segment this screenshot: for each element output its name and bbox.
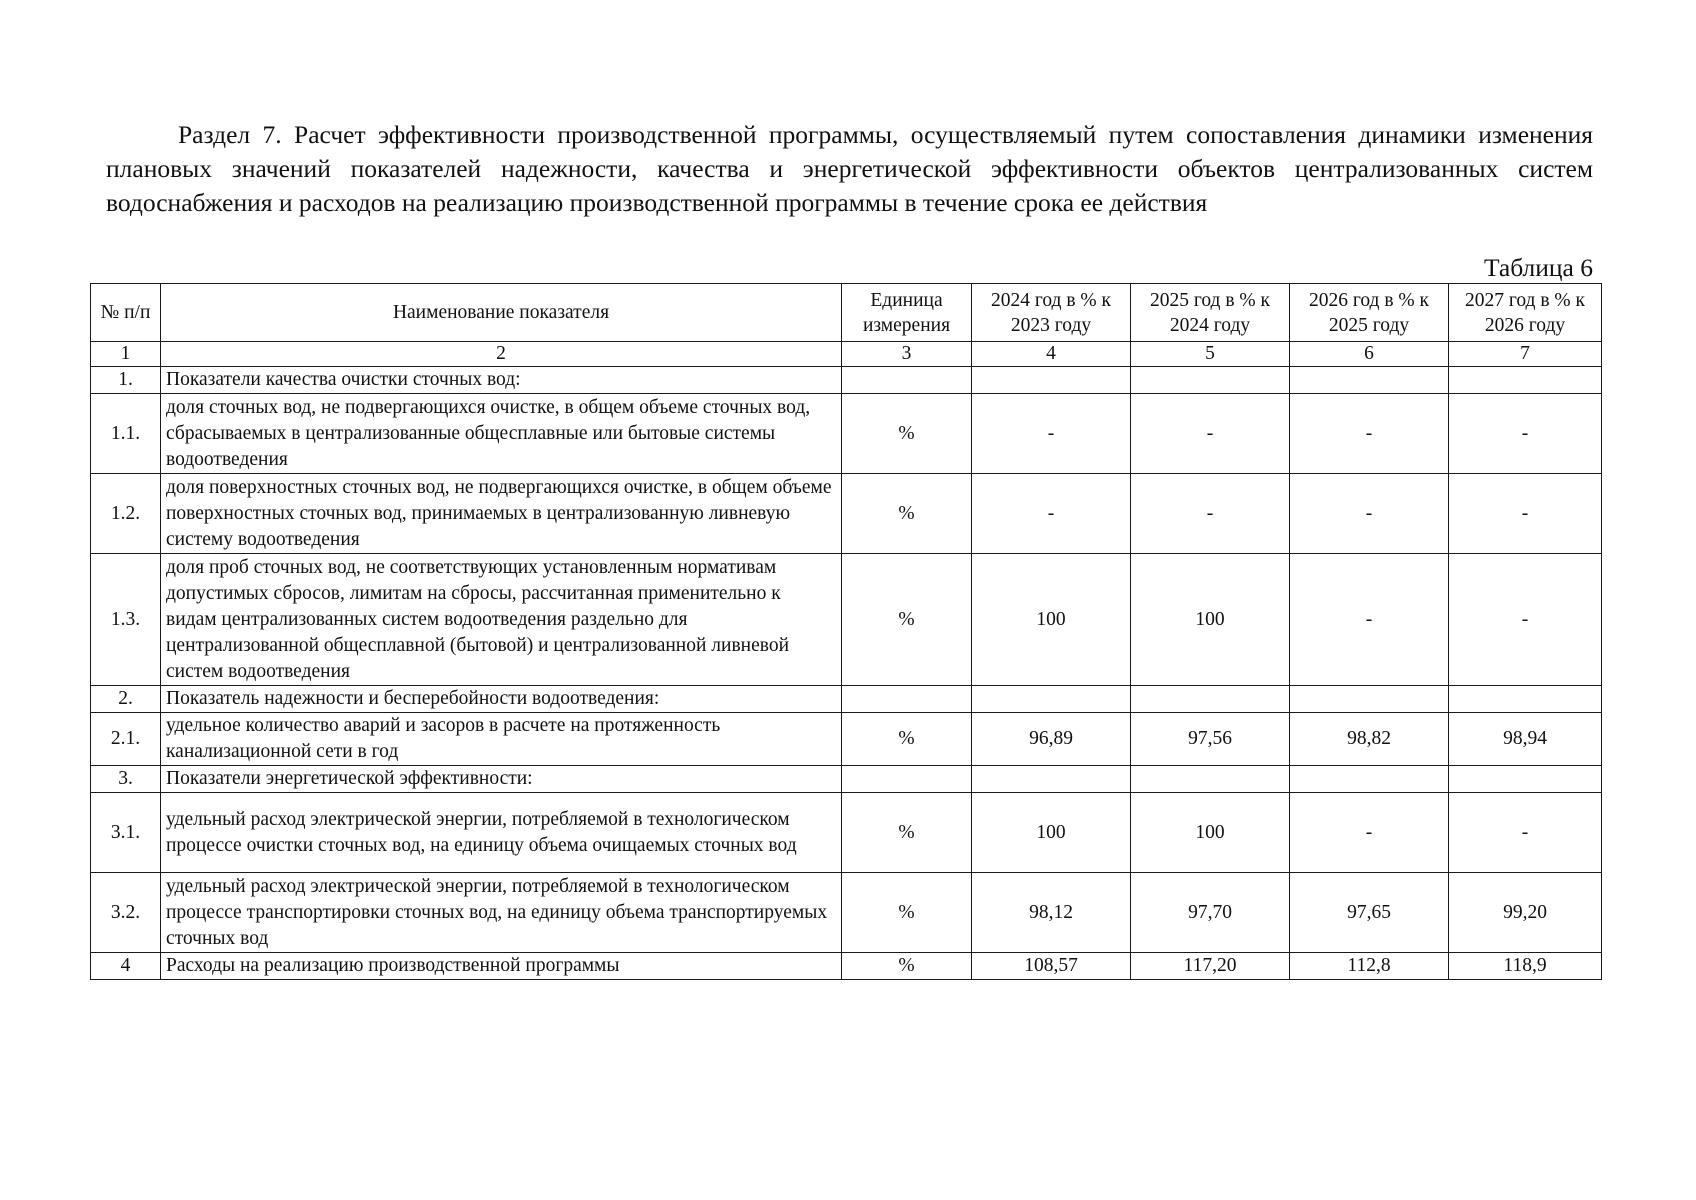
row-value-2026: -	[1290, 474, 1449, 554]
row-unit: %	[842, 713, 972, 766]
row-name: удельный расход электрической энергии, потребляемой в технологическом процессе транспортировки сточных вод, на единицу объема транспортируемых сточных вод	[161, 873, 842, 953]
row-value-2026: -	[1290, 394, 1449, 474]
row-value-2027: 118,9	[1449, 953, 1602, 980]
row-value-2024: 100	[972, 793, 1131, 873]
row-name: доля проб сточных вод, не соответствующих установленным нормативам допустимых сбросов, лимитам на сбросы, рассчитанная применительно к видам централизованных систем водоотведения раздельно для централизованной общесплавной (бытовой) и централизованной ливневой систем водоотведения	[161, 554, 842, 686]
row-value-2026	[1290, 766, 1449, 793]
row-unit: %	[842, 394, 972, 474]
row-number: 2.1.	[91, 713, 161, 766]
table-row	[91, 766, 1602, 793]
row-value-2025: 97,56	[1131, 713, 1290, 766]
row-value-2026	[1290, 686, 1449, 713]
row-value-2024	[972, 766, 1131, 793]
header-2026: 2026 год в % к 2025 году	[1290, 284, 1449, 342]
row-name: Расходы на реализацию производственной программы	[161, 953, 842, 980]
row-value-2024	[972, 686, 1131, 713]
row-name: удельное количество аварий и засоров в расчете на протяженность канализационной сети в год	[161, 713, 842, 766]
row-value-2024: -	[972, 394, 1131, 474]
row-value-2025: 100	[1131, 554, 1290, 686]
row-name: доля поверхностных сточных вод, не подвергающихся очистке, в общем объеме поверхностных сточных вод, принимаемых в централизованную ливневую систему водоотведения	[161, 474, 842, 554]
table-row	[91, 686, 1602, 713]
row-unit: %	[842, 793, 972, 873]
column-number-row	[91, 342, 1602, 367]
row-number: 3.	[91, 766, 161, 793]
efficiency-table	[90, 283, 1602, 980]
row-value-2025: -	[1131, 394, 1290, 474]
section-heading: Раздел 7. Расчет эффективности производственной программы, осуществляемый путем сопоставления динамики изменения плановых значений показателей надежности, качества и энергетической эффективности объектов централизованных систем водоснабжения и расходов на реализацию производственной программы в течение срока ее действия	[106, 120, 1593, 217]
row-value-2025	[1131, 367, 1290, 394]
row-unit	[842, 766, 972, 793]
row-value-2026: 97,65	[1290, 873, 1449, 953]
table-row	[91, 873, 1602, 953]
table-row	[91, 953, 1602, 980]
row-unit: %	[842, 554, 972, 686]
row-value-2026: 112,8	[1290, 953, 1449, 980]
row-number: 3.2.	[91, 873, 161, 953]
row-number: 1.2.	[91, 474, 161, 554]
row-value-2025: 117,20	[1131, 953, 1290, 980]
table-header-row	[91, 284, 1602, 342]
column-number: 7	[1449, 342, 1602, 367]
header-name: Наименование показателя	[161, 284, 842, 342]
row-unit	[842, 367, 972, 394]
column-number: 1	[91, 342, 161, 367]
row-value-2026: -	[1290, 793, 1449, 873]
row-unit	[842, 686, 972, 713]
row-value-2024: 100	[972, 554, 1131, 686]
row-value-2026	[1290, 367, 1449, 394]
row-name: удельный расход электрической энергии, потребляемой в технологическом процессе очистки сточных вод, на единицу объема очищаемых сточных вод	[161, 793, 842, 873]
column-number: 5	[1131, 342, 1290, 367]
header-num: № п/п	[91, 284, 161, 342]
row-number: 3.1.	[91, 793, 161, 873]
row-number: 2.	[91, 686, 161, 713]
row-value-2027: 99,20	[1449, 873, 1602, 953]
header-2024: 2024 год в % к 2023 году	[972, 284, 1131, 342]
row-number: 1.1.	[91, 394, 161, 474]
column-number: 2	[161, 342, 842, 367]
row-value-2025: 97,70	[1131, 873, 1290, 953]
table-row	[91, 793, 1602, 873]
header-2027: 2027 год в % к 2026 году	[1449, 284, 1602, 342]
row-value-2025	[1131, 686, 1290, 713]
row-name: Показатель надежности и бесперебойности водоотведения:	[161, 686, 842, 713]
row-number: 1.3.	[91, 554, 161, 686]
row-value-2024	[972, 367, 1131, 394]
row-name: доля сточных вод, не подвергающихся очистке, в общем объеме сточных вод, сбрасываемых в централизованные общесплавные или бытовые системы водоотведения	[161, 394, 842, 474]
table-row	[91, 554, 1602, 686]
row-value-2026: -	[1290, 554, 1449, 686]
header-2025: 2025 год в % к 2024 году	[1131, 284, 1290, 342]
row-value-2024: 108,57	[972, 953, 1131, 980]
row-value-2025	[1131, 766, 1290, 793]
row-value-2027	[1449, 367, 1602, 394]
row-name: Показатели качества очистки сточных вод:	[161, 367, 842, 394]
row-value-2027: -	[1449, 554, 1602, 686]
row-name: Показатели энергетической эффективности:	[161, 766, 842, 793]
row-value-2027	[1449, 686, 1602, 713]
row-value-2027: -	[1449, 474, 1602, 554]
row-value-2024: -	[972, 474, 1131, 554]
row-unit: %	[842, 953, 972, 980]
row-value-2027: 98,94	[1449, 713, 1602, 766]
row-value-2025: -	[1131, 474, 1290, 554]
row-unit: %	[842, 873, 972, 953]
row-unit: %	[842, 474, 972, 554]
column-number: 6	[1290, 342, 1449, 367]
column-number: 4	[972, 342, 1131, 367]
table-label: Таблица 6	[1483, 253, 1593, 282]
row-value-2024: 96,89	[972, 713, 1131, 766]
header-unit: Единица измерения	[842, 284, 972, 342]
table-row	[91, 394, 1602, 474]
row-value-2024: 98,12	[972, 873, 1131, 953]
column-number: 3	[842, 342, 972, 367]
row-value-2026: 98,82	[1290, 713, 1449, 766]
table-row	[91, 713, 1602, 766]
table-row	[91, 474, 1602, 554]
row-number: 4	[91, 953, 161, 980]
table-row	[91, 367, 1602, 394]
row-number: 1.	[91, 367, 161, 394]
row-value-2027: -	[1449, 793, 1602, 873]
row-value-2025: 100	[1131, 793, 1290, 873]
row-value-2027	[1449, 766, 1602, 793]
row-value-2027: -	[1449, 394, 1602, 474]
